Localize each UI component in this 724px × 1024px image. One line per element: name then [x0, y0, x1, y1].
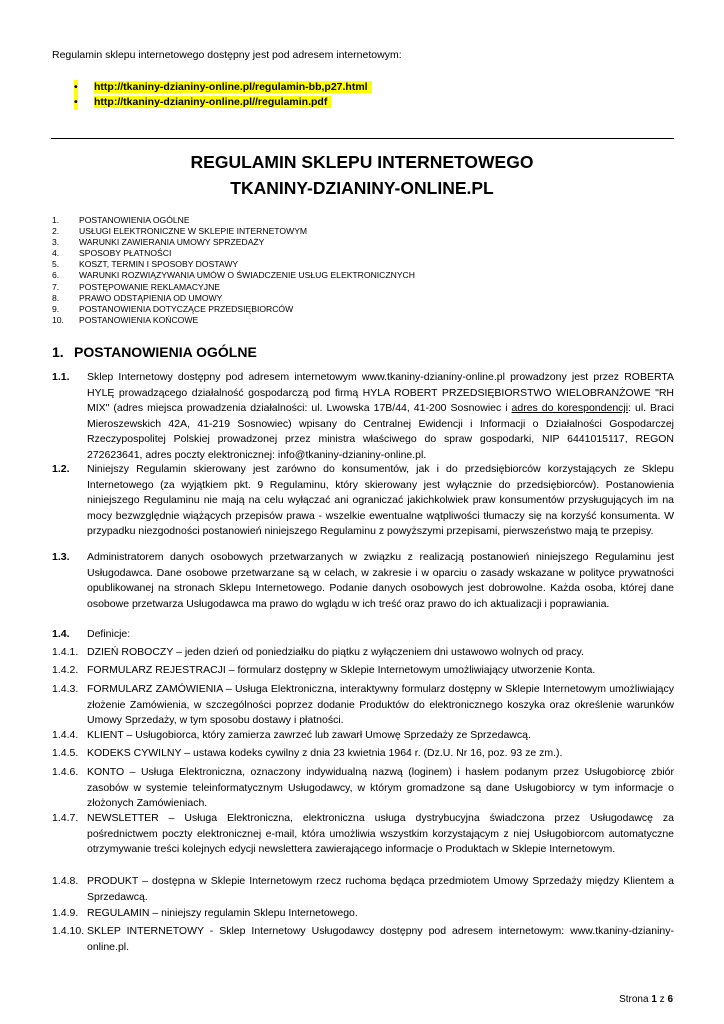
paragraph-1-4 [52, 627, 674, 643]
toc-number: 4. [52, 248, 60, 259]
section-heading [52, 344, 257, 360]
footer-separator: z [659, 994, 665, 1005]
paragraph-number: 1.4.9. [52, 907, 79, 919]
toc-label: POSTANOWIENIA DOTYCZĄCE PRZEDSIĘBIORCÓW [79, 303, 294, 314]
bullet-icon: • [74, 81, 78, 93]
toc-label: WARUNKI ZAWIERANIA UMOWY SPRZEDAŻY [79, 237, 265, 248]
paragraph-number: 1.4.2. [52, 664, 79, 676]
page-footer [619, 994, 673, 1005]
toc-label: POSTĘPOWANIE REKLAMACYJNE [79, 281, 221, 292]
toc-item [52, 315, 415, 326]
intro-text: Regulamin sklepu internetowego dostępny jest pod adresem internetowym: [52, 49, 402, 61]
definition-1-4-4 [52, 728, 674, 744]
paragraph-number: 1.4.6. [52, 766, 79, 778]
toc-item [52, 248, 415, 259]
divider [51, 138, 674, 139]
paragraph-number: 1.4.3. [52, 683, 79, 695]
page-total: 6 [667, 994, 673, 1005]
paragraph-text: PRODUKT – dostępna w Sklepie Internetowym rzecz ruchoma będąca przedmiotem Umowy Sprzedaży między Klientem a Sprzedawcą. [87, 875, 674, 903]
footer-prefix: Strona [619, 994, 649, 1005]
table-of-contents [52, 215, 415, 326]
text-run: Sklep Internetowy dostępny pod adresem internetowym www.tkaniny-dzianiny-online.pl prowadzony jest przez ROBERTA HYLĘ prowadzącego działalność gospodarczą pod firmą HYLA ROBERT PRZEDSIĘBIORSTWO WIELOBRANŻOWE "RH MIX" (adres miejsca prowadzenia działalności: ul. Lwowska 17B/44, 41-200 Sosnowiec i [87, 371, 674, 415]
page-number: 1 [651, 994, 657, 1005]
paragraph-text: Niniejszy Regulamin skierowany jest zarówno do konsumentów, jak i do przedsiębiorców korzystających ze Sklepu Internetowego (za wyjątkiem pkt. 9 Regulaminu, który skierowany jest wyłącznie do przedsiębiorców). Postanowienia niniejszego Regulaminu nie mają na celu wyłączać ani ograniczać jakichkolwiek praw konsumentów przysługujących im na mocy bezwzględnie wiążących przepisów prawa - wszelkie ewentualne wątpliwości tłumaczy się na korzyść konsumenta. W przypadku niezgodności postanowień niniejszego Regulaminu z powyższymi przepisami, pierwszeństwo mają te przepisy. [87, 463, 674, 538]
paragraph-number: 1.4.4. [52, 729, 79, 741]
text-run: : ul. Braci Mieroszewskich 42A, 41-219 Sosnowiec) wpisany do Centralnej Ewidencji i Informacji o Działalności Gospodarczej Rzeczypospolitej Polskiej prowadzonej przez ministra właściwego do spraw gospodarki, NIP 6441015117, REGON 272623641, adres poczty elektronicznej: info@tkaniny-dzianiny-online.pl. [87, 402, 674, 461]
paragraph-text: DZIEŃ ROBOCZY – jeden dzień od poniedziałku do piątku z wyłączeniem dni ustawowo wolnych od pracy. [87, 646, 584, 658]
toc-number: 7. [52, 281, 60, 292]
toc-number: 9. [52, 303, 60, 314]
toc-label: PRAWO ODSTĄPIENIA OD UMOWY [79, 292, 223, 303]
toc-number: 1. [52, 215, 60, 225]
paragraph-number: 1.4.7. [52, 812, 79, 824]
paragraph-number: 1.1. [52, 371, 70, 383]
paragraph-text: KLIENT – Usługobiorca, który zamierza zawrzeć lub zawarł Umowę Sprzedaży ze Sprzedawcą. [87, 729, 531, 741]
definition-1-4-8 [52, 874, 674, 905]
toc-item [52, 226, 415, 237]
definition-1-4-10 [52, 924, 674, 955]
paragraph-number: 1.3. [52, 551, 70, 563]
list-item [74, 80, 372, 95]
list-item [74, 95, 372, 110]
toc-label: POSTANOWIENIA KOŃCOWE [79, 314, 199, 325]
paragraph-number: 1.4.5. [52, 747, 79, 759]
section-title: POSTANOWIENIA OGÓLNE [74, 344, 257, 360]
toc-label: POSTANOWIENIA OGÓLNE [79, 215, 190, 225]
paragraph-text: REGULAMIN – niniejszy regulamin Sklepu Internetowego. [87, 907, 358, 919]
regulation-pdf-link[interactable]: http://tkaniny-dzianiny-online.pl//regulamin.pdf [94, 96, 331, 108]
paragraph-text: Definicje: [87, 628, 131, 640]
toc-label: KOSZT, TERMIN I SPOSOBY DOSTAWY [79, 259, 239, 270]
paragraph-text: SKLEP INTERNETOWY - Sklep Internetowy Usługodawcy dostępny pod adresem internetowym: www.tkaniny-dzianiny-online.pl. [87, 925, 674, 953]
bullet-icon: • [74, 96, 78, 108]
paragraph-number: 1.4.10. [52, 925, 85, 937]
paragraph-text: FORMULARZ ZAMÓWIENIA – Usługa Elektroniczna, interaktywny formularz dostępny w Sklepie Internetowym umożliwiający złożenie Zamówienia, w szczególności poprzez dodanie Produktów do elektronicznego koszyka oraz określenie warunków Umowy Sprzedaży, w tym sposobu dostawy i płatności. [87, 683, 674, 727]
toc-label: SPOSOBY PŁATNOŚCI [79, 248, 172, 259]
paragraph-text: NEWSLETTER – Usługa Elektroniczna, elektroniczna usługa dystrybucyjna świadczona przez Usługodawcę za pośrednictwem poczty elektronicznej e-mail, która umożliwia wszystkim korzystającym z niej Usługobiorcom automatyczne otrzymywanie treści kolejnych edycji newslettera zawierającego informacje o Produktach w Sklepie Internetowym. [87, 812, 674, 856]
paragraph-text: FORMULARZ REJESTRACJI – formularz dostępny w Sklepie Internetowym umożliwiający utworzenie Konta. [87, 664, 596, 676]
paragraph-1-1 [52, 370, 674, 464]
toc-label: WARUNKI ROZWIĄZYWANIA UMÓW O ŚWIADCZENIE USŁUG ELEKTRONICZNYCH [79, 270, 415, 281]
paragraph-number: 1.4.1. [52, 646, 79, 658]
definition-1-4-2 [52, 663, 674, 679]
paragraph-number: 1.4. [52, 628, 70, 640]
toc-item [52, 237, 415, 248]
definition-1-4-7 [52, 811, 674, 858]
paragraph-number: 1.2. [52, 463, 70, 475]
definition-1-4-5 [52, 746, 674, 762]
paragraph-text: KONTO – Usługa Elektroniczna, oznaczony indywidualną nazwą (loginem) i hasłem podanym przez Usługobiorcę zbiór zasobów w systemie teleinformatycznym Usługodawcy, w którym gromadzone są dane Usługobiorcy w tym informacje o złożonych Zamówieniach. [87, 766, 674, 810]
document-title-line2: TKANINY-DZIANINY-ONLINE.PL [230, 178, 494, 198]
toc-item [52, 293, 415, 304]
toc-number: 8. [52, 292, 60, 303]
toc-number: 6. [52, 270, 60, 281]
toc-label: USŁUGI ELEKTRONICZNE W SKLEPIE INTERNETOWYM [79, 226, 308, 237]
toc-number: 2. [52, 226, 60, 237]
paragraph-number: 1.4.8. [52, 875, 79, 887]
toc-number: 3. [52, 237, 60, 248]
definition-1-4-9 [52, 906, 674, 922]
paragraph-text [87, 370, 674, 464]
link-list [74, 80, 372, 110]
toc-number: 10. [52, 314, 64, 325]
toc-item [52, 270, 415, 281]
toc-number: 5. [52, 259, 60, 270]
document-title-line1: REGULAMIN SKLEPU INTERNETOWEGO [190, 152, 534, 172]
section-number: 1. [52, 344, 64, 360]
paragraph-text: KODEKS CYWILNY – ustawa kodeks cywilny z dnia 23 kwietnia 1964 r. (Dz.U. Nr 16, poz. 93 ze zm.). [87, 747, 563, 759]
definition-1-4-6 [52, 765, 674, 812]
definition-1-4-3 [52, 682, 674, 729]
paragraph-text: Administratorem danych osobowych przetwarzanych w związku z realizacją postanowień niniejszego Regulaminu jest Usługodawca. Dane osobowe przetwarzane są w celach, w zakresie i w oparciu o zasady wskazane w polityce prywatności opublikowanej na stronach Sklepu Internetowego. Podanie danych osobowych jest dobrowolne. Każda osoba, której dane osobowe przetwarza Usługodawca ma prawo do wglądu w ich treść oraz prawo do ich aktualizacji i poprawiania. [87, 551, 674, 610]
toc-item [52, 282, 415, 293]
paragraph-1-3 [52, 550, 674, 612]
definition-1-4-1 [52, 645, 674, 661]
toc-item [52, 259, 415, 270]
regulation-html-link[interactable]: http://tkaniny-dzianiny-online.pl/regulamin-bb,p27.html [94, 81, 372, 93]
toc-item [52, 304, 415, 315]
paragraph-1-2 [52, 462, 674, 540]
underlined-text: adres do korespondencji [511, 402, 629, 415]
toc-item [52, 215, 415, 226]
